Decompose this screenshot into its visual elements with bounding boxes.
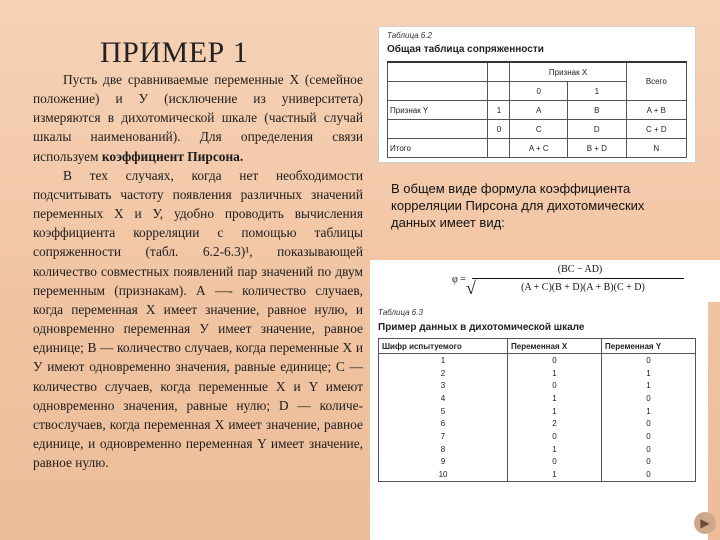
cell: 6 xyxy=(379,417,508,430)
cell: 0 xyxy=(602,443,696,456)
table-row xyxy=(379,367,696,380)
data-table-6-3 xyxy=(370,302,708,540)
cell-a: A xyxy=(510,101,568,120)
column-header: Шифр испытуемого xyxy=(379,339,508,354)
fraction-bar xyxy=(472,278,684,279)
next-slide-icon[interactable]: ▶ xyxy=(694,512,716,534)
column-header: Переменная Y xyxy=(602,339,696,354)
cell: 5 xyxy=(379,405,508,418)
header-x: Признак Х xyxy=(510,62,626,82)
cell: 9 xyxy=(379,456,508,469)
table-title: Общая таблица сопряженности xyxy=(387,44,544,55)
cell: 3 xyxy=(379,379,508,392)
cell: 0 xyxy=(602,430,696,443)
cell: 2 xyxy=(508,417,602,430)
pearson-term: коэффициент Пирсона. xyxy=(101,148,244,164)
column-header: Переменная X xyxy=(508,339,602,354)
table-row xyxy=(379,456,696,469)
cell: 0 xyxy=(508,456,602,469)
table-title: Пример данных в дихотомической шкале xyxy=(378,322,585,333)
cell: 8 xyxy=(379,443,508,456)
pearson-formula xyxy=(370,260,720,302)
table-row xyxy=(379,417,696,430)
formula-numerator: (BC − AD) xyxy=(557,264,603,275)
cell: 0 xyxy=(602,392,696,405)
cell: 1 xyxy=(508,367,602,380)
formula-denominator: (A + C)(B + D)(A + B)(C + D) xyxy=(521,282,645,293)
table-row xyxy=(379,468,696,481)
contingency-table xyxy=(387,61,687,158)
header-col-0: 0 xyxy=(510,82,568,101)
cell: 10 xyxy=(379,468,508,481)
header-total: Всего xyxy=(626,62,686,101)
cell: 0 xyxy=(602,354,696,367)
row-label-y: Признак Y xyxy=(388,101,488,120)
cell: 2 xyxy=(379,367,508,380)
cell: 1 xyxy=(508,405,602,418)
total-a: A + C xyxy=(510,139,568,158)
table-row xyxy=(379,430,696,443)
total-b: B + D xyxy=(568,139,627,158)
formula-phi: φ = xyxy=(452,274,466,285)
cell: 1 xyxy=(602,367,696,380)
dichotomous-data-table xyxy=(378,338,696,482)
cell: 7 xyxy=(379,430,508,443)
header-col-1: 1 xyxy=(568,82,627,101)
cell: 0 xyxy=(602,456,696,469)
paragraph-1 xyxy=(33,70,363,166)
cell: 1 xyxy=(602,379,696,392)
table-row xyxy=(379,379,696,392)
cell: 0 xyxy=(508,379,602,392)
cell-c: C xyxy=(510,120,568,139)
cell: 1 xyxy=(508,392,602,405)
cell: 4 xyxy=(379,392,508,405)
row-value: 1 xyxy=(488,101,510,120)
cell: 1 xyxy=(379,354,508,367)
table-row xyxy=(379,354,696,367)
total-n: N xyxy=(626,139,686,158)
cell-b: B xyxy=(568,101,627,120)
table-caption: Таблица 6.3 xyxy=(378,308,423,317)
table-caption: Таблица 6.2 xyxy=(387,31,432,40)
table-row xyxy=(379,443,696,456)
cell: 0 xyxy=(602,417,696,430)
sqrt-icon: √ xyxy=(466,278,476,298)
total-label: Итого xyxy=(388,139,488,158)
table-row xyxy=(379,405,696,418)
paragraph-1-text: Пусть две сравниваемые переменные Х (семейное положение) и У (исключение из университета) измеряются в дихотомической шкале (частный случай шкалы наименований). Для определения связи используем xyxy=(33,72,363,164)
cell: 0 xyxy=(508,354,602,367)
cell-d: D xyxy=(568,120,627,139)
formula-intro-text: В общем виде формула коэффициента корреляции Пирсона для дихотомических данных имеет вид: xyxy=(391,181,645,230)
table-row xyxy=(379,392,696,405)
cell: 0 xyxy=(602,468,696,481)
cell: 1 xyxy=(508,443,602,456)
left-text-block xyxy=(33,70,363,472)
row-value: 0 xyxy=(488,120,510,139)
cell-total: A + B xyxy=(626,101,686,120)
cell: 1 xyxy=(602,405,696,418)
contingency-table-6-2 xyxy=(378,26,696,163)
paragraph-2: В тех случаях, когда нет необходимости подсчитывать частоту появления различных значений переменных Х и У, удобно проводить вычисления коэффициента корреляции с помощью таблицы сопряженности (табл. 6.2-6.3)¹, показывающей количество совместных появлений пар значений по двум переменным (признакам). А —- количество случаев, когда переменная Х имеет значение, равное нулю, и одновременно переменная У имеет значение, равное единице; В — количество случаев, когда переменные Х и У имеют одновременно значения, равные единице; С — количество случаев, когда переменные Х и Y имеют одновременно значения, равные нулю; D — количе-ствослучаев, когда переменная Х имеет значение, равное единице, и одновременно переменная Y имеет значение, равное нулю. xyxy=(33,167,363,471)
cell-total: C + D xyxy=(626,120,686,139)
cell: 0 xyxy=(508,430,602,443)
slide-title: ПРИМЕР 1 xyxy=(100,36,249,69)
cell: 1 xyxy=(508,468,602,481)
